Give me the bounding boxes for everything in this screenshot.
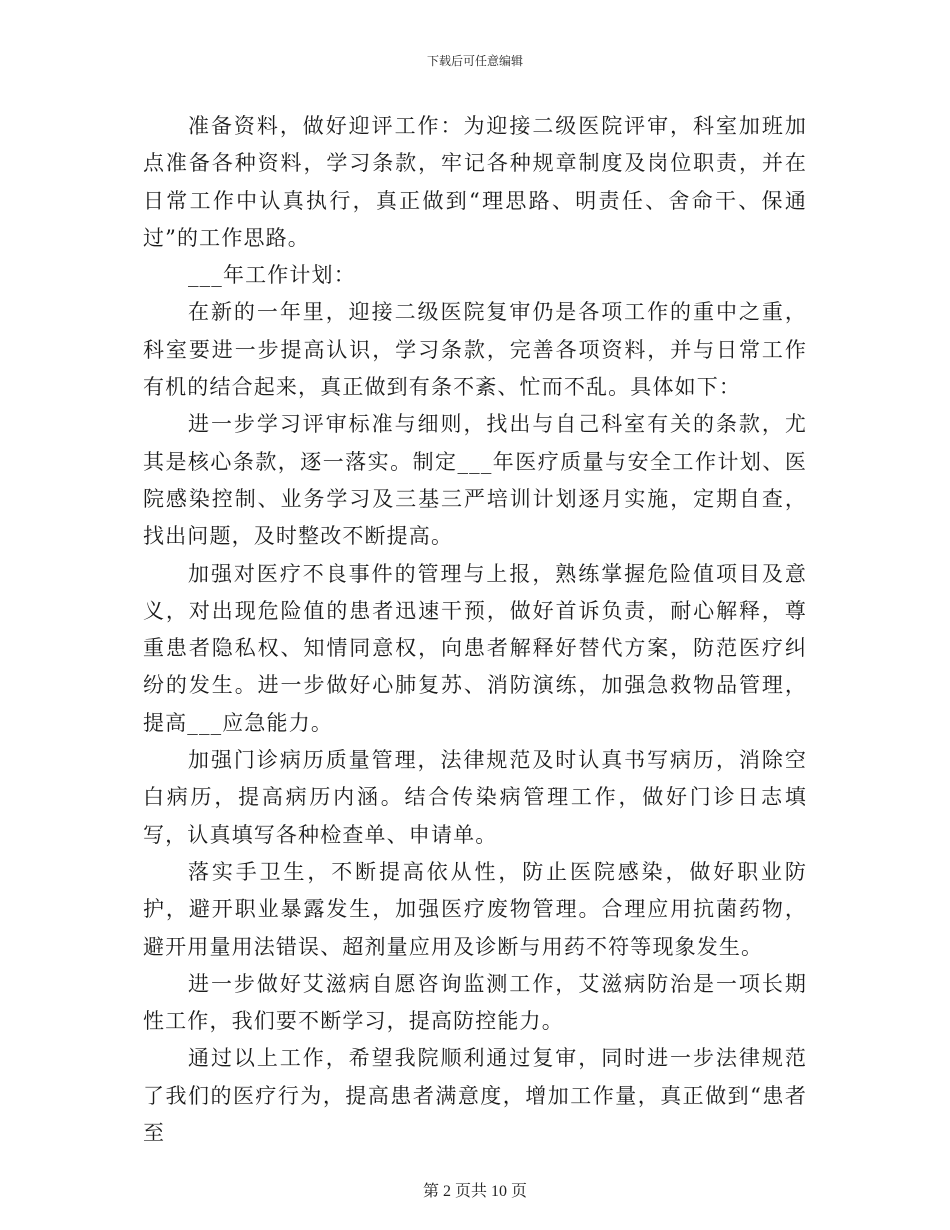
page-header: 下载后可任意编辑 xyxy=(426,54,523,68)
paragraph-adverse-events: 加强对医疗不良事件的管理与上报，熟练掌握危险值项目及意义，对出现危险值的患者迅速干预，做好首诉负责，耐心解释，尊重患者隐私权、知情同意权，向患者解释好替代方案，防范医疗纠纷的发生。进一步做好心肺复苏、消防演练，加强急救物品管理，提高___应急能力。 xyxy=(143,561,807,735)
paragraph-work-plan-heading: ___年工作计划： xyxy=(188,263,356,288)
paragraph-prepare-materials: 准备资料，做好迎评工作：为迎接二级医院评审，科室加班加点准备各种资料，学习条款，牢记各种规章制度及岗位职责，并在日常工作中认真执行，真正做到“理思路、明责任、舍命干、保通过”的工作思路。 xyxy=(143,114,807,250)
page-number: 第 2 页共 10 页 xyxy=(422,1183,527,1200)
paragraph-hand-hygiene: 落实手卫生，不断提高依从性，防止医院感染，做好职业防护，避开职业暴露发生，加强医疗废物管理。合理应用抗菌药物，避开用量用法错误、超剂量应用及诊断与用药不符等现象发生。 xyxy=(143,859,807,959)
paragraph-aids-counseling: 进一步做好艾滋病自愿咨询监测工作，艾滋病防治是一项长期性工作，我们要不断学习，提高防控能力。 xyxy=(143,971,807,1034)
paragraph-medical-records: 加强门诊病历质量管理，法律规范及时认真书写病历，消除空白病历，提高病历内涵。结合传染病管理工作，做好门诊日志填写，认真填写各种检查单、申请单。 xyxy=(143,748,807,847)
document-body xyxy=(143,108,807,1152)
paragraph-review-standards: 进一步学习评审标准与细则，找出与自己科室有关的条款，尤其是核心条款，逐一落实。制定___年医疗质量与安全工作计划、医院感染控制、业务学习及三基三严培训计划逐月实施，定期自查，找出问题，及时整改不断提高。 xyxy=(143,412,807,549)
paragraph-conclusion: 通过以上工作，希望我院顺利通过复审，同时进一步法律规范了我们的医疗行为，提高患者满意度，增加工作量，真正做到“患者至 xyxy=(143,1046,807,1146)
paragraph-new-year-intro: 在新的一年里，迎接二级医院复审仍是各项工作的重中之重，科室要进一步提高认识，学习条款，完善各项资料，并与日常工作有机的结合起来，真正做到有条不紊、忙而不乱。具体如下： xyxy=(143,300,807,400)
